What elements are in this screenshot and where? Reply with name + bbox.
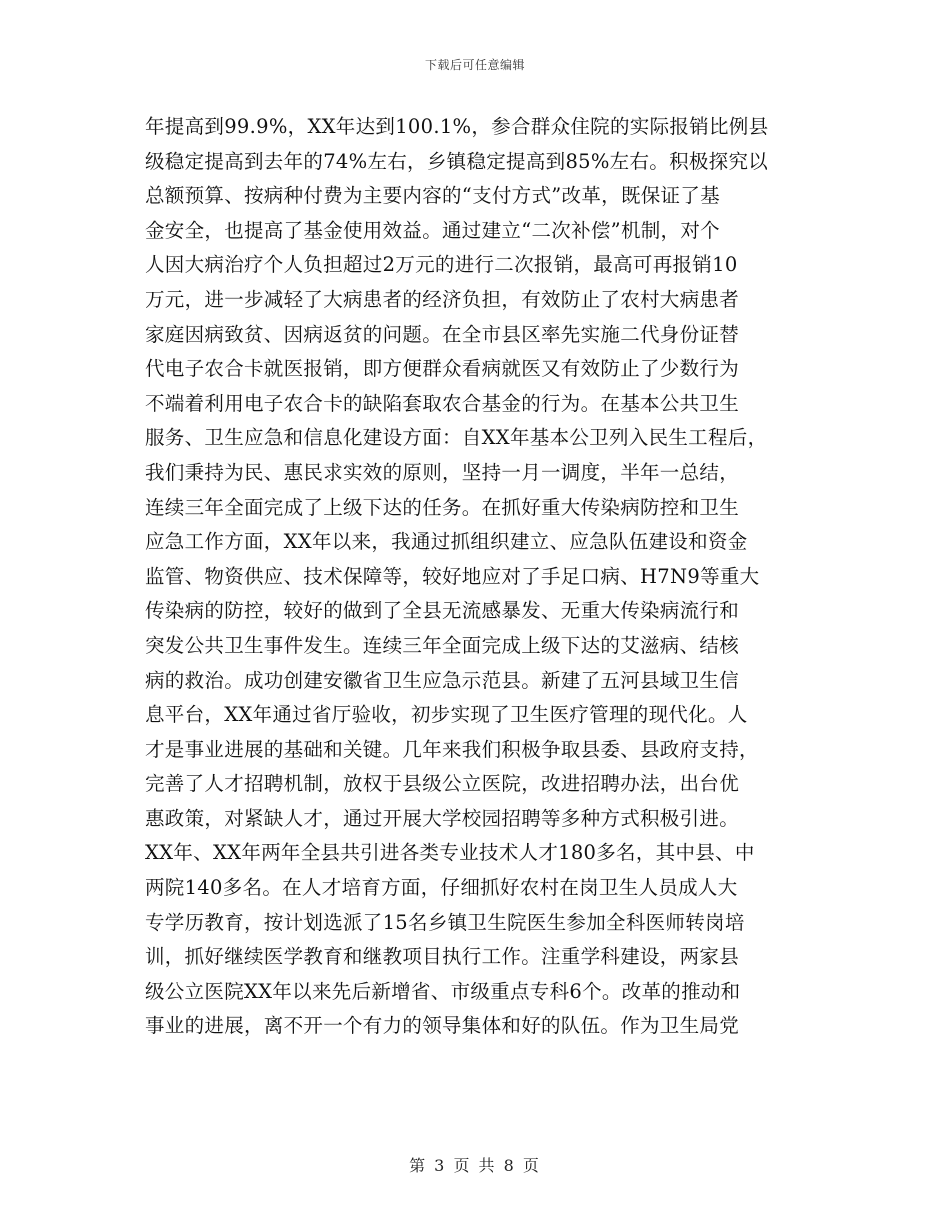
page-footer: 第 3 页 共 8 页: [409, 1156, 541, 1175]
text-line: 才是事业进展的基础和关键。几年来我们积极争取县委、县政府支持，: [145, 737, 759, 761]
text-line: 突发公共卫生事件发生。连续三年全面完成上级下达的艾滋病、结核: [145, 633, 740, 657]
text-line: 代电子农合卡就医报销，即方便群众看病就医又有效防止了少数行为: [145, 357, 740, 381]
text-line: 总额预算、按病种付费为主要内容的“支付方式”改革，既保证了基: [145, 184, 720, 208]
page-header: 下载后可任意编辑: [424, 58, 525, 72]
document-body: [145, 110, 810, 1044]
text-line: 不端着利用电子农合卡的缺陷套取农合基金的行为。在基本公共卫生: [145, 391, 740, 415]
text-line: 我们秉持为民、惠民求实效的原则，坚持一月一调度，半年一总结，: [145, 460, 740, 484]
text-line: 监管、物资供应、技术保障等，较好地应对了手足口病、H7N9等重大: [145, 564, 760, 588]
text-line: 服务、卫生应急和信息化建设方面：自XX年基本公卫列入民生工程后，: [145, 426, 768, 450]
text-line: 完善了人才招聘机制，放权于县级公立医院，改进招聘办法，出台优: [145, 772, 740, 796]
text-line: 家庭因病致贫、因病返贫的问题。在全市县区率先实施二代身份证替: [145, 322, 740, 346]
text-line: 连续三年全面完成了上级下达的任务。在抓好重大传染病防控和卫生: [145, 495, 740, 519]
text-line: 应急工作方面，XX年以来，我通过抓组织建立、应急队伍建设和资金: [145, 530, 748, 554]
text-line: 金安全，也提高了基金使用效益。通过建立“二次补偿”机制，对个: [145, 218, 720, 242]
text-line: 专学历教育，按计划选派了15名乡镇卫生院医生参加全科医师转岗培: [145, 910, 745, 934]
text-line: 人因大病治疗个人负担超过2万元的进行二次报销，最高可再报销10: [145, 253, 738, 277]
text-line: 年提高到99.9%，XX年达到100.1%，参合群众住院的实际报销比例县: [145, 115, 769, 138]
text-line: 事业的进展，离不开一个有力的领导集体和好的队伍。作为卫生局党: [145, 1014, 740, 1038]
text-line: 训，抓好继续医学教育和继教项目执行工作。注重学科建设，两家县: [145, 945, 740, 969]
text-line: 传染病的防控，较好的做到了全县无流感暴发、无重大传染病流行和: [145, 599, 740, 623]
text-line: 病的救治。成功创建安徽省卫生应急示范县。新建了五河县域卫生信: [145, 668, 740, 692]
text-line: 惠政策，对紧缺人才，通过开展大学校园招聘等多种方式积极引进。: [145, 806, 740, 830]
text-line: 两院140多名。在人才培育方面，仔细抓好农村在岗卫生人员成人大: [145, 876, 738, 900]
text-line: 万元，进一步减轻了大病患者的经济负担，有效防止了农村大病患者: [145, 287, 740, 311]
text-line: 息平台，XX年通过省厅验收，初步实现了卫生医疗管理的现代化。人: [145, 703, 748, 727]
text-line: XX年、XX年两年全县共引进各类专业技术人才180多名，其中县、中: [145, 841, 755, 865]
text-line: 级稳定提高到去年的74%左右，乡镇稳定提高到85%左右。积极探究以: [145, 149, 769, 173]
text-line: 级公立医院XX年以来先后新增省、市级重点专科6个。改革的推动和: [145, 979, 741, 1003]
